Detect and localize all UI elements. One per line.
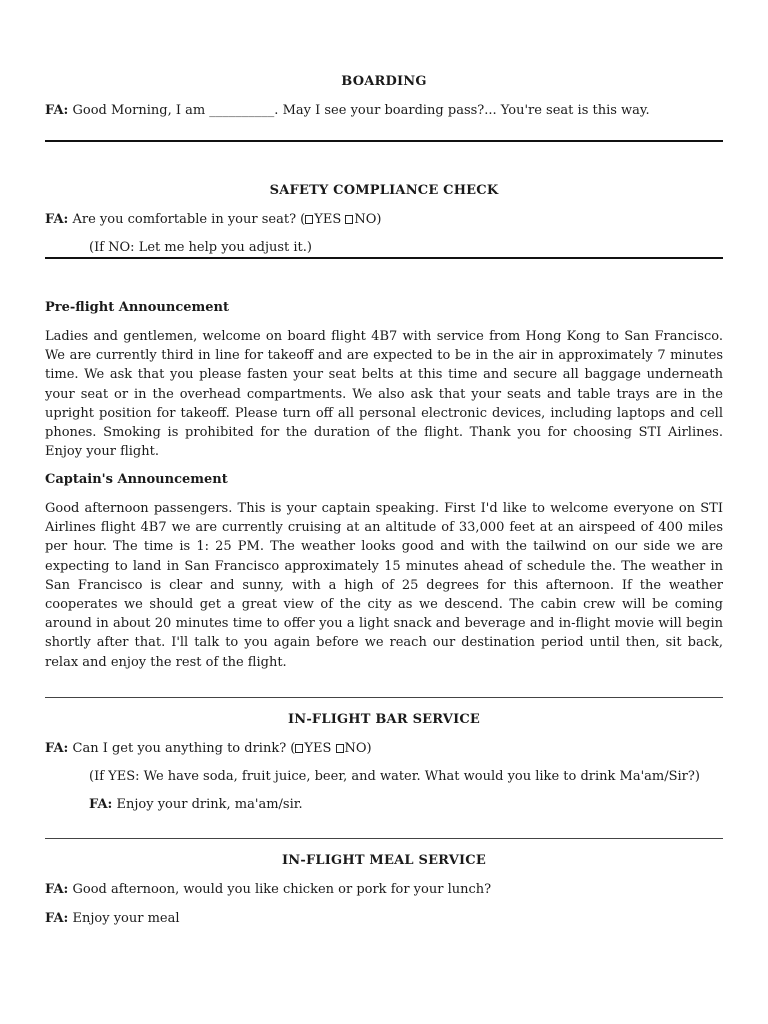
boarding-line (45, 103, 723, 118)
yes-checkbox[interactable] (305, 215, 313, 224)
meal-question: Good afternoon, would you like chicken or pork for your lunch? (72, 882, 492, 897)
yes-checkbox[interactable] (295, 744, 303, 753)
meal-closing: Enjoy your meal (72, 911, 180, 926)
speaker-label: FA: (45, 103, 69, 118)
yes-label: YES (304, 741, 336, 756)
bar-closing-line (89, 797, 723, 812)
safety-heading: SAFETY COMPLIANCE CHECK (269, 183, 499, 198)
captain-heading: Captain's Announcement (45, 472, 228, 487)
meal-closing-line (45, 911, 723, 926)
boarding-text: Good Morning, I am __________. May I see your boarding pass?... You're seat is this way. (72, 103, 650, 118)
no-label: NO) (354, 212, 382, 227)
captain-paragraph: Good afternoon passengers. This is your captain speaking. First I'd like to welcome everyone on STI Airlines flight 4B7 we are currently cruising at an altitude of 33,000 feet at an airspeed of 400 miles per hour. The time is 1: 25 PM. The weather looks good and with the tailwind on our side we are expecting to land in San Francisco approximately 15 minutes ahead of schedule the. The weather in San Francisco is clear and sunny, with a high of 25 degrees for this afternoon. If the weather cooperates we should get a great view of the city as we descend. The cabin crew will be coming around in about 20 minutes time to offer you a light snack and beverage and in-flight movie will begin shortly after that. I'll talk to you again before we reach our destination period until then, sit back, relax and enjoy the rest of the flight. (45, 501, 723, 670)
preflight-heading: Pre-flight Announcement (45, 300, 229, 315)
bar-heading: IN-FLIGHT BAR SERVICE (287, 712, 481, 727)
bar-question: Can I get you anything to drink? ( (72, 741, 296, 756)
speaker-label: FA: (45, 911, 69, 926)
bar-closing: Enjoy your drink, ma'am/sir. (116, 797, 303, 812)
bar-question-line (45, 741, 723, 756)
boarding-heading: BOARDING (341, 74, 427, 89)
speaker-label: FA: (45, 741, 69, 756)
no-checkbox[interactable] (345, 215, 353, 224)
yes-label: YES (314, 212, 346, 227)
speaker-label: FA: (45, 212, 69, 227)
section-divider (45, 697, 723, 698)
section-divider (45, 257, 723, 259)
preflight-paragraph: Ladies and gentlemen, welcome on board flight 4B7 with service from Hong Kong to San Francisco. We are currently third in line for takeoff and are expected to be in the air in approximately 7 minutes time. We ask that you please fasten your seat belts at this time and secure all baggage underneath your seat or in the overhead compartments. We also ask that your seats and table trays are in the upright position for takeoff. Please turn off all personal electronic devices, including laptops and cell phones. Smoking is prohibited for the duration of the flight. Thank you for choosing STI Airlines. Enjoy your flight. (45, 329, 723, 460)
speaker-label: FA: (89, 797, 113, 812)
meal-heading: IN-FLIGHT MEAL SERVICE (282, 853, 486, 868)
safety-question: Are you comfortable in your seat? ( (72, 212, 306, 227)
no-label: NO) (344, 741, 372, 756)
no-checkbox[interactable] (336, 744, 344, 753)
safety-question-line (45, 212, 723, 227)
section-divider (45, 140, 723, 142)
speaker-label: FA: (45, 882, 69, 897)
safety-followup: (If NO: Let me help you adjust it.) (89, 240, 312, 255)
meal-question-line (45, 882, 723, 897)
bar-followup: (If YES: We have soda, fruit juice, beer, and water. What would you like to drink Ma'am/Sir?) (89, 769, 700, 784)
section-divider (45, 838, 723, 839)
